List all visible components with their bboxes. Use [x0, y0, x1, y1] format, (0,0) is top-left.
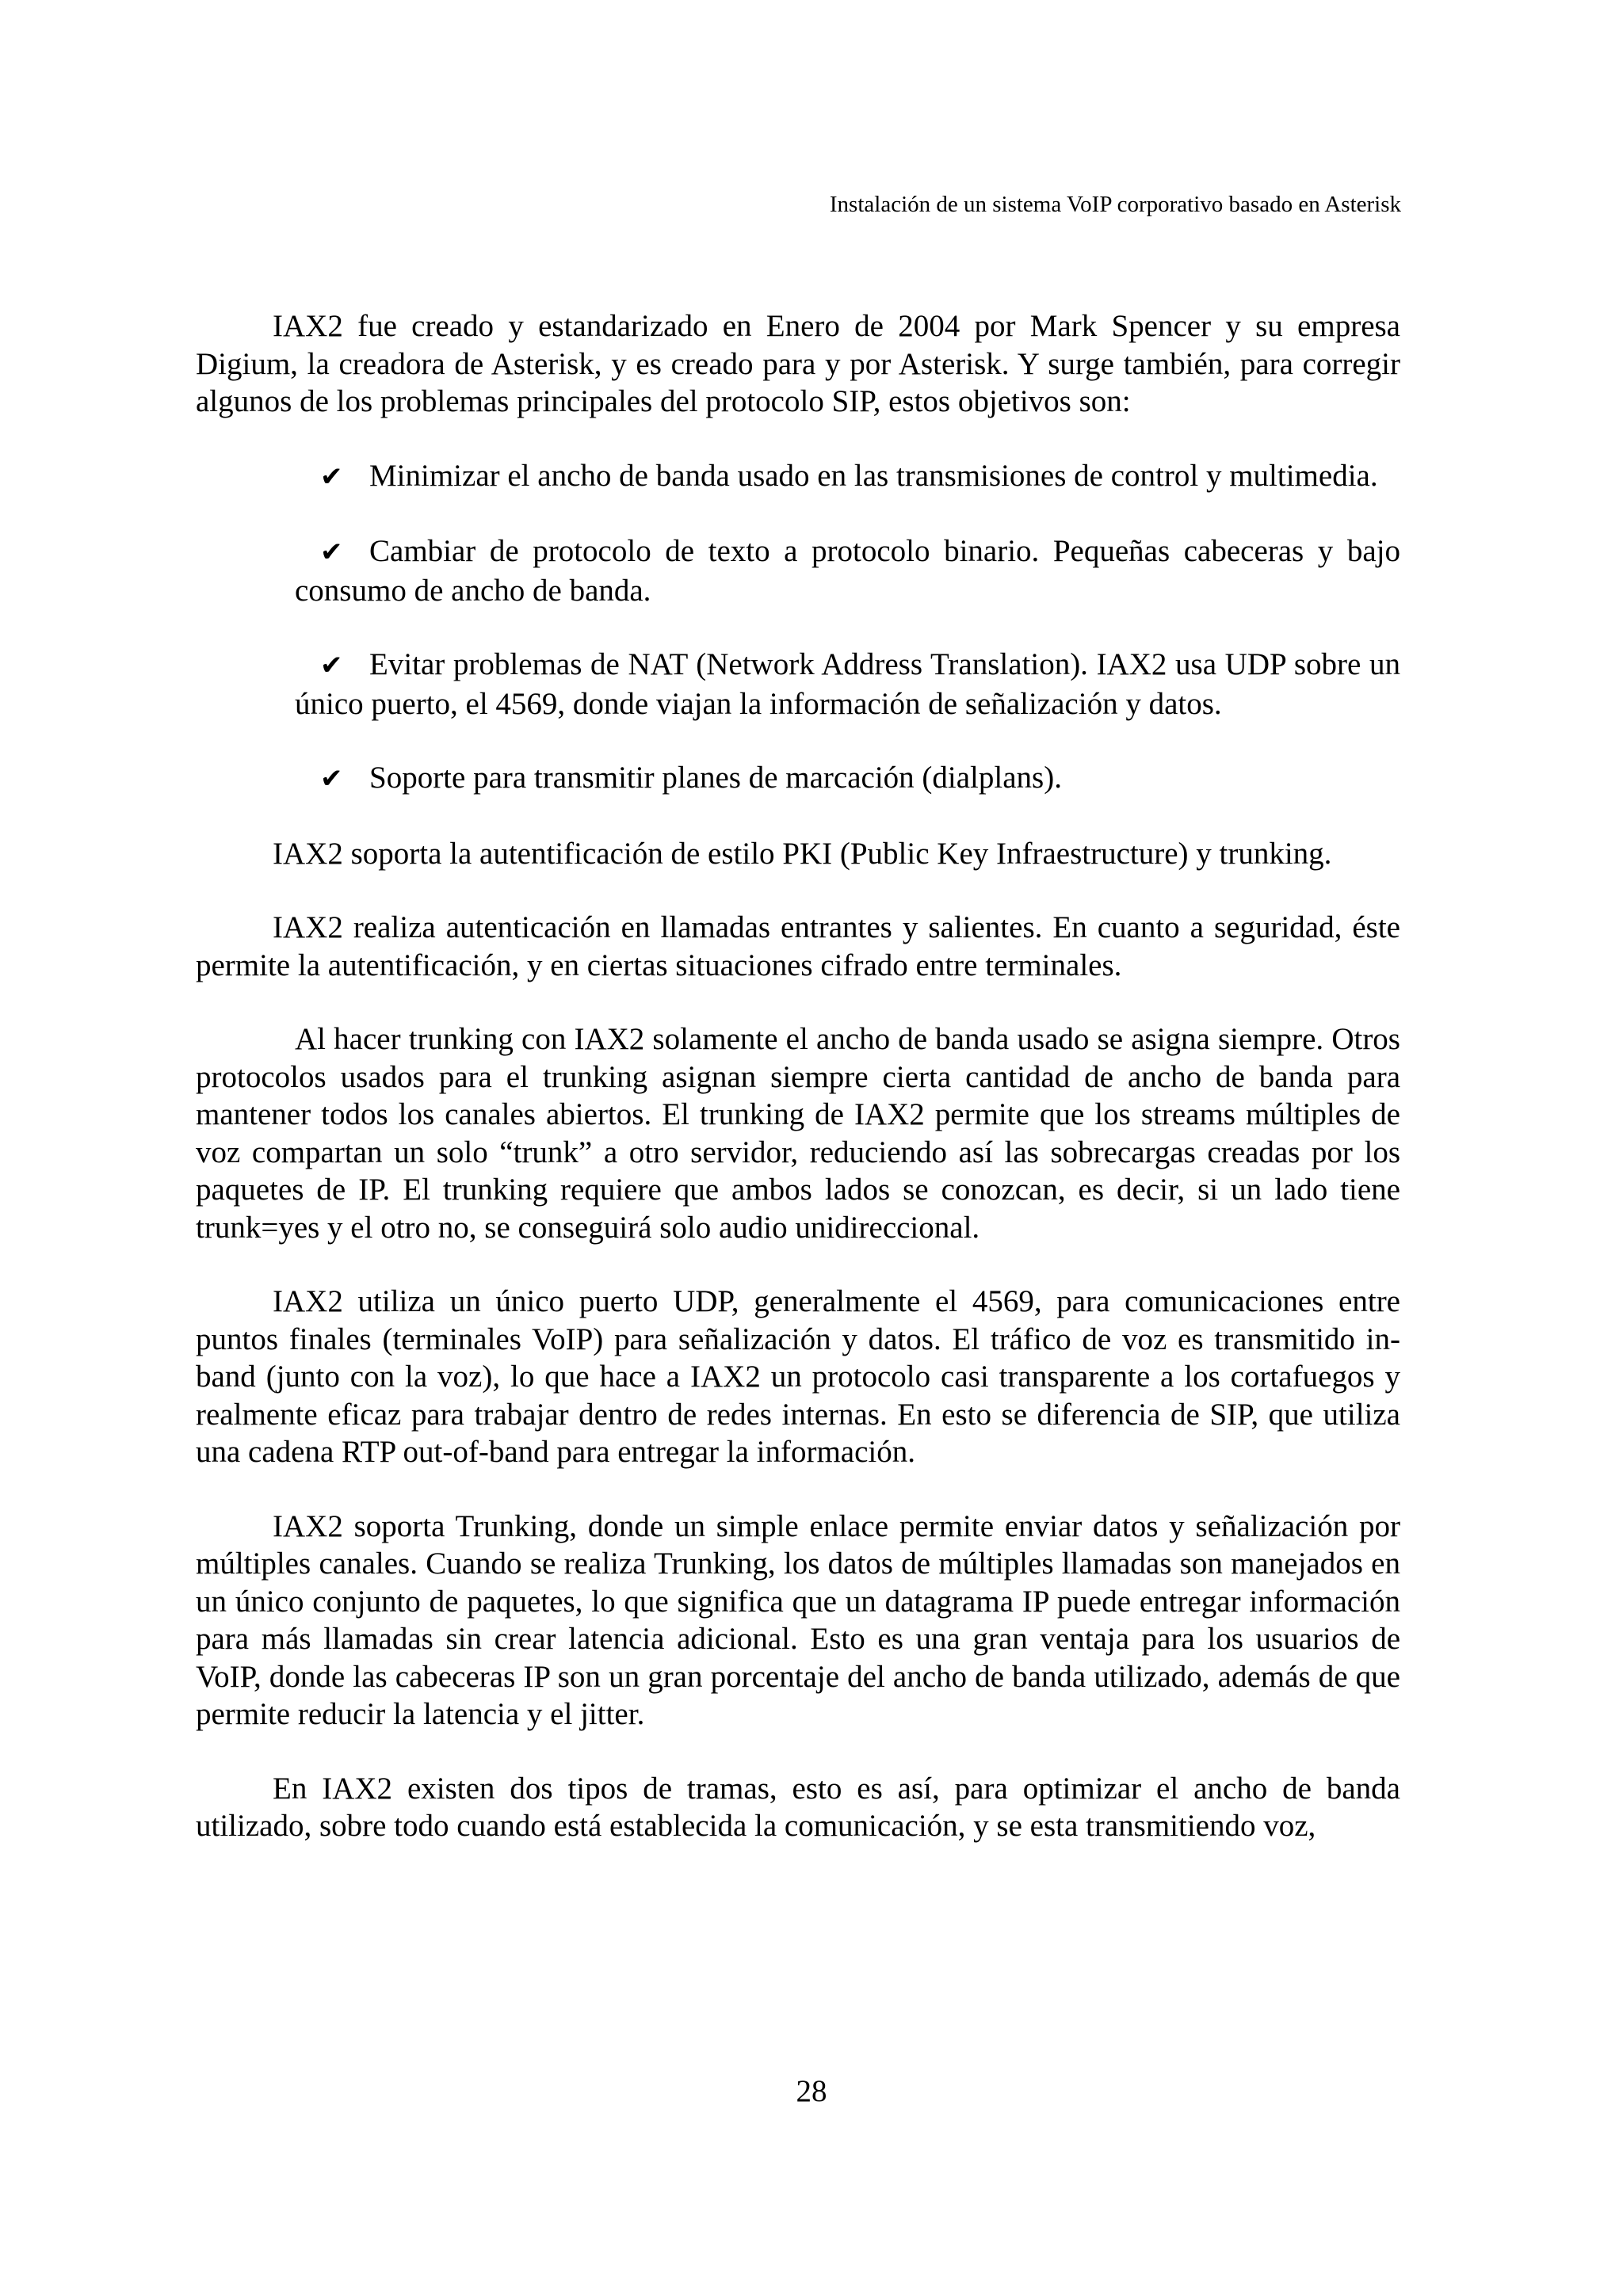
paragraph: IAX2 fue creado y estandarizado en Enero de 2004 por Mark Spencer y su empresa Digium, la creadora de Asterisk, y es creado para y por Asterisk. Y surge también, para corregir algunos de los problemas principales del protocolo SIP, estos objetivos son:	[196, 309, 1400, 418]
bullet-text: Soporte para transmitir planes de marcación (dialplans).	[369, 761, 1062, 795]
bullet-item	[295, 457, 1400, 497]
paragraph: IAX2 realiza autenticación en llamadas entrantes y salientes. En cuanto a seguridad, éste permite la autentificación, y en ciertas situaciones cifrado entre terminales.	[196, 910, 1400, 982]
bullet-text: Cambiar de protocolo de texto a protocolo binario. Pequeñas cabeceras y bajo consumo de ancho de banda.	[295, 534, 1400, 608]
bullet-text: Minimizar el ancho de banda usado en las transmisiones de control y multimedia.	[369, 458, 1378, 493]
paragraph: IAX2 utiliza un único puerto UDP, generalmente el 4569, para comunicaciones entre puntos finales (terminales VoIP) para señalización y datos. El tráfico de voz es transmitido in-band (junto con la voz), lo que hace a IAX2 un protocolo casi transparente a los cortafuegos y realmente eficaz para trabajar dentro de redes internas. En esto se diferencia de SIP, que utiliza una cadena RTP out-of-band para entregar la información.	[196, 1284, 1400, 1469]
check-icon: ✔	[320, 460, 343, 493]
running-header: Instalación de un sistema VoIP corporativo basado en Asterisk	[829, 192, 1401, 217]
paragraph: Al hacer trunking con IAX2 solamente el ancho de banda usado se asigna siempre. Otros protocolos usados para el trunking asignan siempre cierta cantidad de ancho de banda para mantener todos los canales abiertos. El trunking de IAX2 permite que los streams múltiples de voz compartan un solo “trunk” a otro servidor, reduciendo así las sobrecargas creadas por los paquetes de IP. El trunking requiere que ambos lados se conozcan, es decir, si un lado tiene trunk=yes y el otro no, se conseguirá solo audio unidireccional.	[196, 1022, 1400, 1245]
check-icon: ✔	[320, 536, 343, 568]
page-number: 28	[796, 2074, 827, 2108]
paragraph: En IAX2 existen dos tipos de tramas, esto es así, para optimizar el ancho de banda utilizado, sobre todo cuando está establecida la comunicación, y se esta transmitiendo voz,	[196, 1771, 1400, 1843]
body-text	[196, 307, 1400, 1882]
check-icon: ✔	[320, 763, 343, 795]
bullet-item	[295, 646, 1400, 723]
bullet-item	[295, 759, 1400, 799]
paragraph: IAX2 soporta la autentificación de estilo PKI (Public Key Infraestructure) y trunking.	[273, 836, 1332, 871]
check-icon: ✔	[320, 650, 343, 681]
paragraph: IAX2 soporta Trunking, donde un simple enlace permite enviar datos y señalización por múltiples canales. Cuando se realiza Trunking, los datos de múltiples llamadas son manejados en un único conjunto de paquetes, lo que significa que un datagrama IP puede entregar información para más llamadas sin crear latencia adicional. Esto es una gran ventaja para los usuarios de VoIP, donde las cabeceras IP son un gran porcentaje del ancho de banda utilizado, además de que permite reducir la latencia y el jitter.	[196, 1508, 1400, 1731]
bullet-item	[295, 532, 1400, 609]
bullet-text: Evitar problemas de NAT (Network Address Translation). IAX2 usa UDP sobre un único puerto, el 4569, donde viajan la información de señalización y datos.	[295, 647, 1400, 721]
